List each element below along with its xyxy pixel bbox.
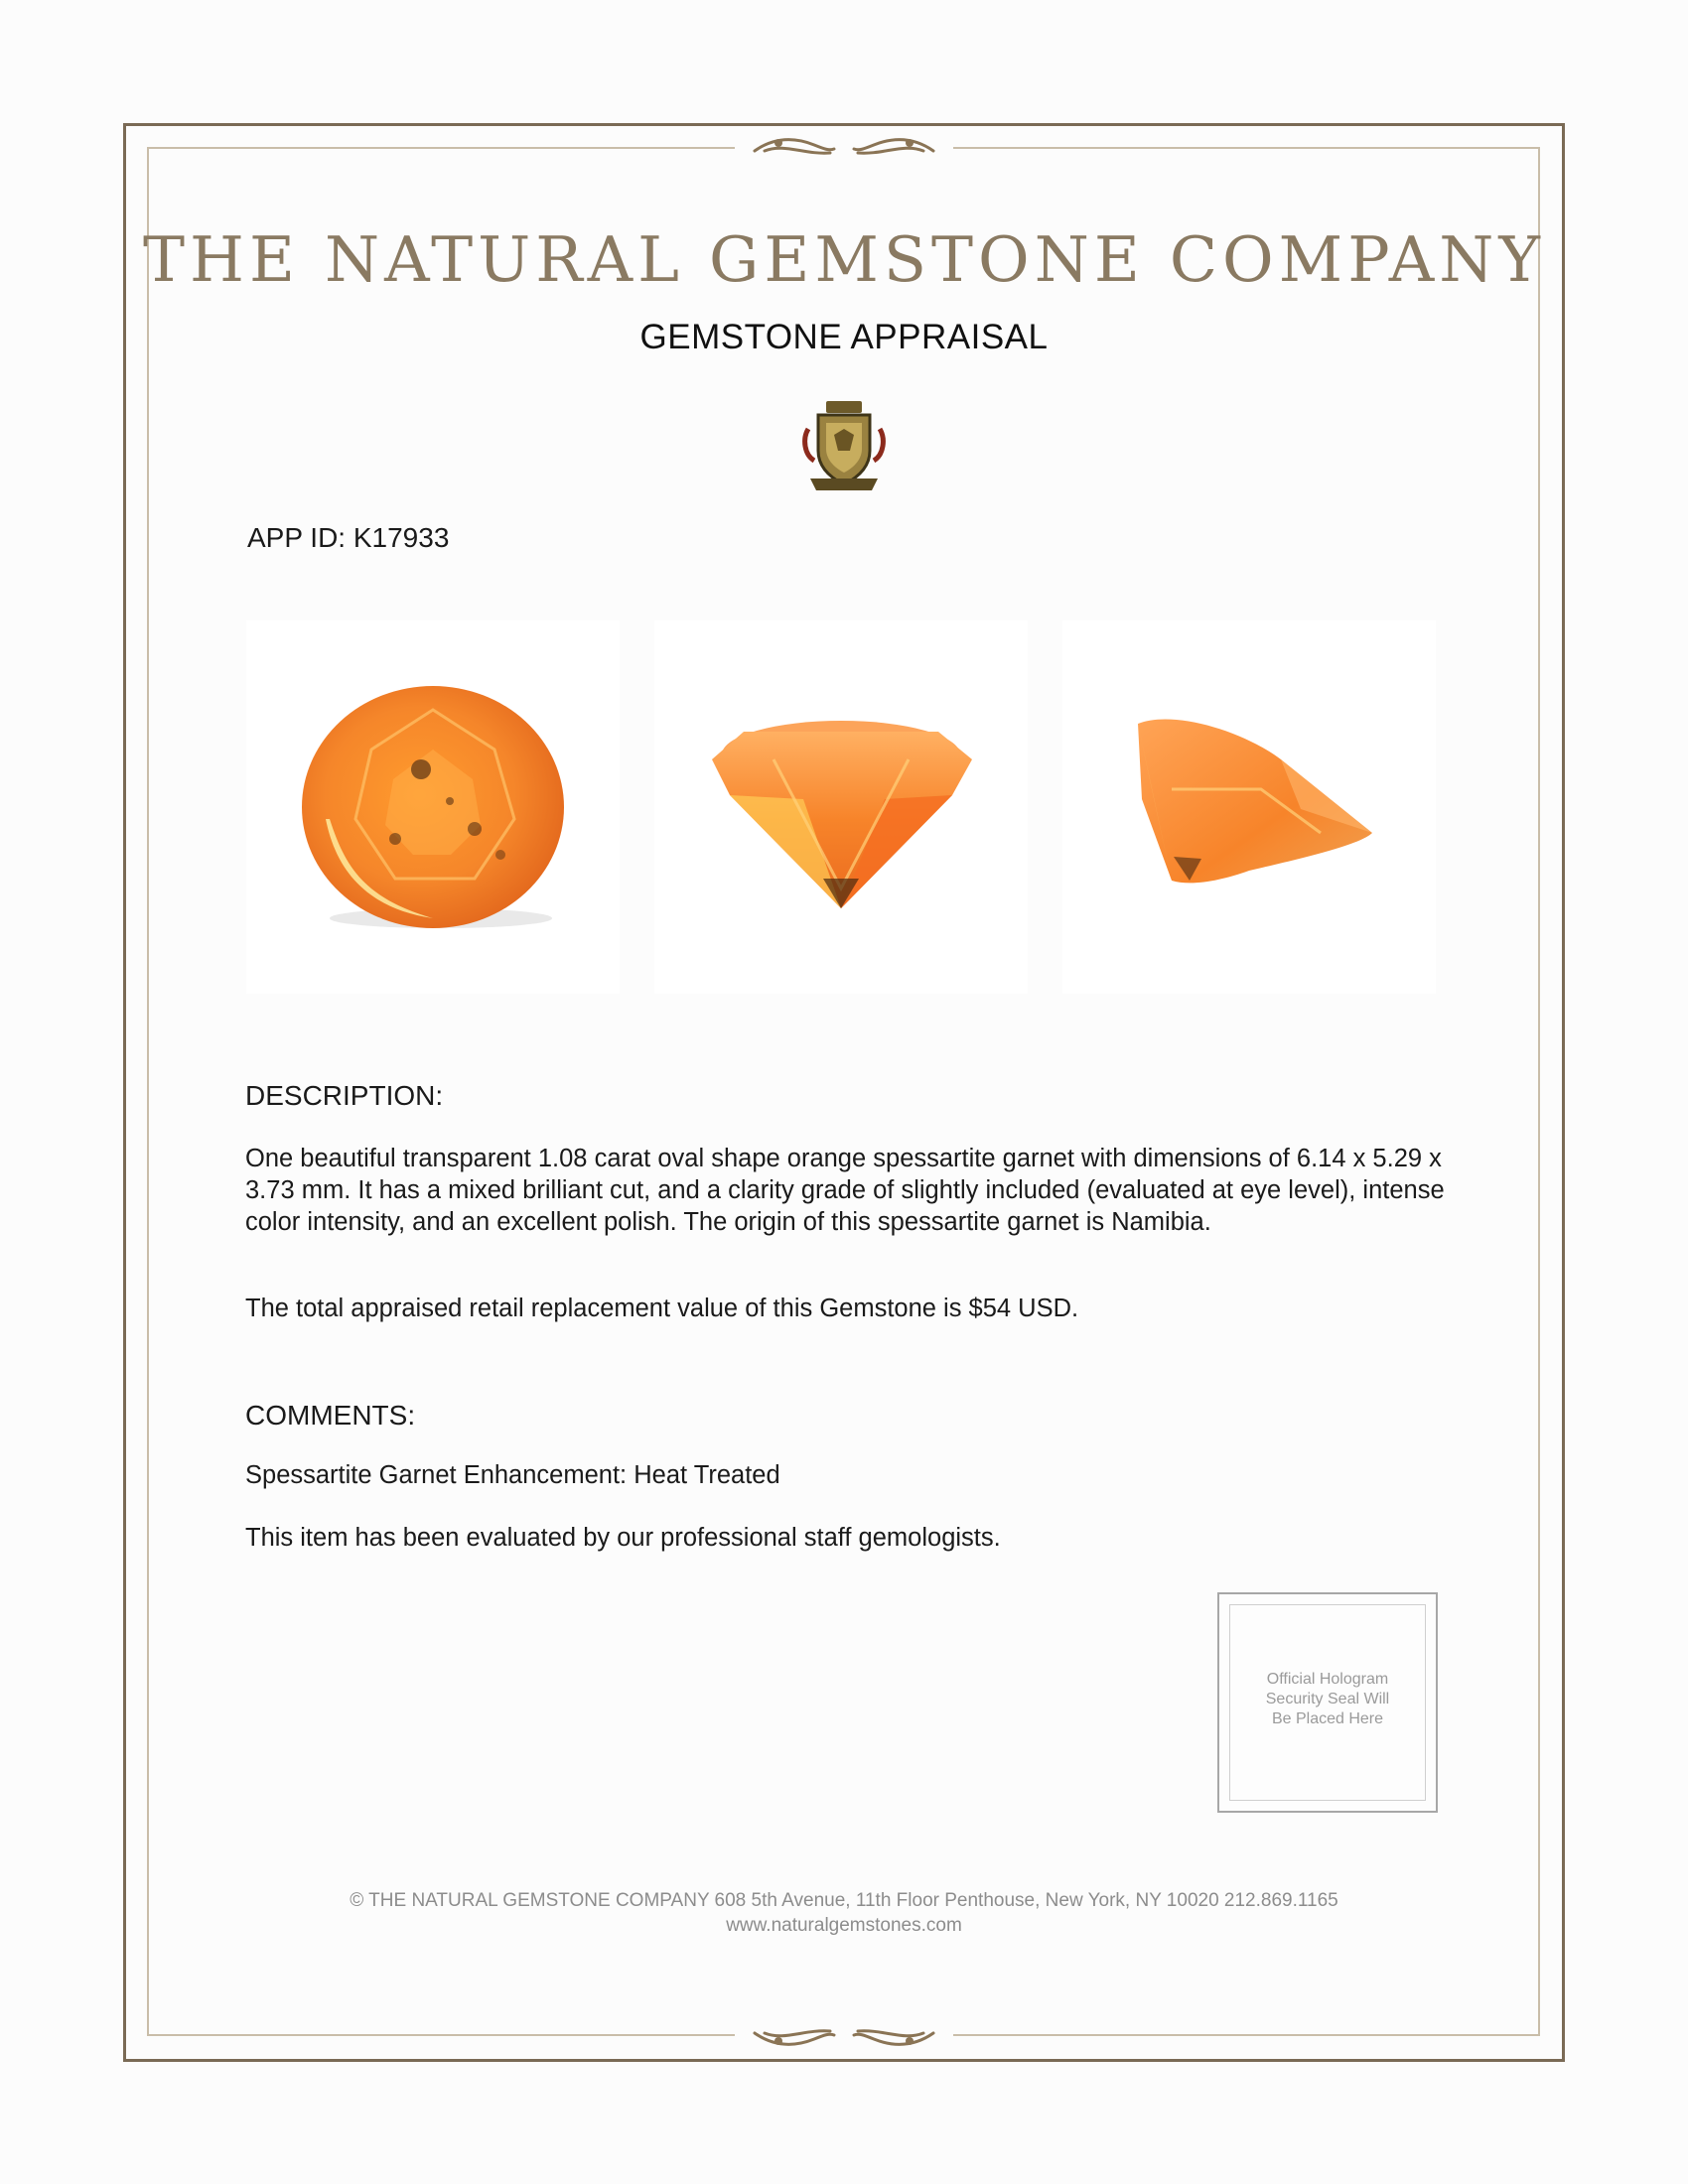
footer-address: © THE NATURAL GEMSTONE COMPANY 608 5th Avenue, 11th Floor Penthouse, New York, NY 10020 212.869.1165 xyxy=(350,1890,1338,1911)
hologram-seal-text xyxy=(1219,1670,1436,1729)
enhancement-text: Spessartite Garnet Enhancement: Heat Treated xyxy=(245,1461,780,1489)
description-heading: DESCRIPTION: xyxy=(245,1080,444,1111)
appraised-value-text: The total appraised retail replacement value of this Gemstone is $54 USD. xyxy=(245,1295,1079,1322)
scroll-ornament-icon xyxy=(735,129,953,165)
document-subtitle: GEMSTONE APPRAISAL xyxy=(639,318,1049,356)
company-name: THE NATURAL GEMSTONE COMPANY xyxy=(142,223,1546,296)
description-text: One beautiful transparent 1.08 carat oval shape orange spessartite garnet with dimensions of 6.14 x 5.29 x 3.73 mm. It has a mixed brilliant cut, and a clarity grade of slightly included (evaluated at eye level), intense color intensity, and an excellent polish. The origin of this spessartite garnet is Namibia. xyxy=(245,1145,1445,1236)
gemstone-photo-side-view xyxy=(654,620,1028,994)
app-id: APP ID: K17933 xyxy=(247,522,450,553)
footer-website-link[interactable]: www.naturalgemstones.com xyxy=(726,1915,962,1936)
hologram-line-3: Be Placed Here xyxy=(1271,1710,1384,1727)
hologram-seal-box xyxy=(1217,1592,1438,1813)
hologram-line-2: Security Seal Will xyxy=(1265,1691,1390,1707)
gemstone-photo-top-view xyxy=(246,620,620,994)
gemstone-photo-angle-view xyxy=(1062,620,1436,994)
hologram-line-1: Official Hologram xyxy=(1266,1671,1389,1688)
scroll-ornament-icon xyxy=(735,2019,953,2055)
evaluation-text: This item has been evaluated by our professional staff gemologists. xyxy=(245,1524,1001,1552)
comments-heading: COMMENTS: xyxy=(245,1400,416,1431)
company-crest-icon xyxy=(800,399,888,494)
